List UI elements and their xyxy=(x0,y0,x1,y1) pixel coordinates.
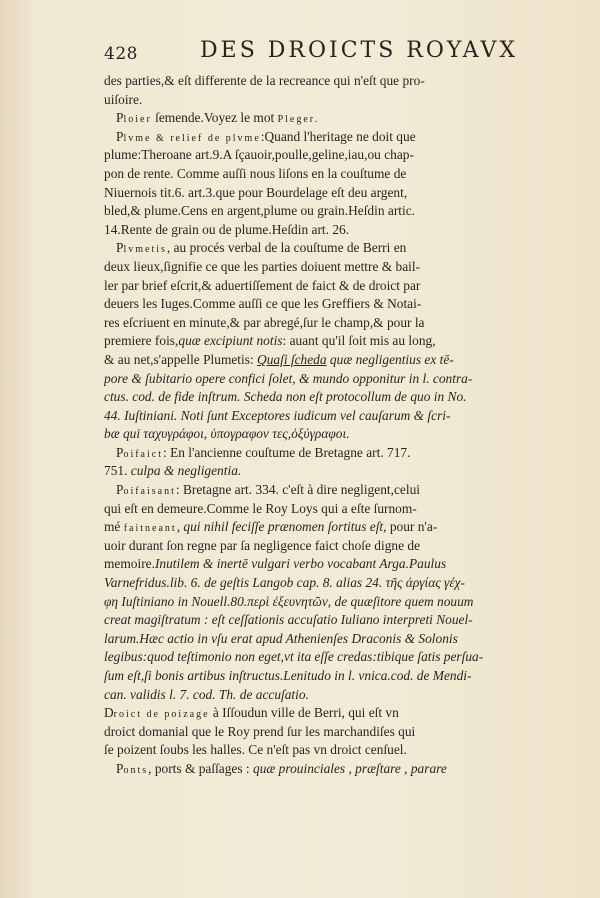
text-line xyxy=(104,91,530,110)
text-line xyxy=(104,555,530,574)
text-segment: φη Iuſtiniano in Nouell.80.περὶ ἐξευνητῶν, de quæſitore quem nouum xyxy=(104,593,474,609)
text-segment: Quaſi ſcheda xyxy=(257,351,327,367)
text-line xyxy=(104,630,530,649)
text-line xyxy=(104,109,530,128)
text-segment: 14.Rente de grain ou de plume.Heſdin art. 26. xyxy=(104,221,350,237)
text-line xyxy=(104,518,530,537)
text-segment: pon de rente. Comme auſſi nous liſons en la couſtume de xyxy=(104,165,407,181)
text-segment: plume:Theroane art.9.A ſçauoir,poulle,geline,iau,ou chap- xyxy=(104,147,414,163)
text-segment: P xyxy=(116,110,124,126)
text-segment: memoire. xyxy=(104,556,155,572)
text-line xyxy=(104,611,530,630)
text-segment: des parties,& eſt differente de la recreance qui n'eſt que pro- xyxy=(104,73,425,88)
text-segment: , ports & paſſages : xyxy=(148,760,254,776)
text-segment: , au procés verbal de la couſtume de Berri en xyxy=(166,240,407,256)
text-line xyxy=(104,314,530,333)
text-segment: à Iſſoudun ville de Berri, qui eſt vn xyxy=(209,705,399,721)
text-line xyxy=(104,574,530,593)
page-number: 428 xyxy=(104,44,138,64)
text-segment: :Quand l'heritage ne doit que xyxy=(260,128,416,144)
text-line xyxy=(104,648,530,667)
text-segment: larum.Hæc actio in vſu erat apud Athenienſes Draconis & Solonis xyxy=(104,630,458,646)
text-segment: qui nihil feciſſe prænomen ſortitus eſt xyxy=(183,519,384,535)
text-line xyxy=(104,667,530,686)
text-segment: & au net,s'appelle Plumetis: xyxy=(104,351,258,367)
text-segment: oifaisant xyxy=(123,486,176,498)
text-segment: res eſcriuent en minute,& par abregé,ſur le champ,& pour la xyxy=(104,314,425,330)
text-segment: Pleger. xyxy=(277,114,320,126)
text-segment: ſum eſt,ſi bonis artibus inſtructus.Lenitudo in l. vnica.cod. de Mendi- xyxy=(104,668,472,683)
text-line xyxy=(104,593,530,612)
text-segment: ſe poizent ſoubs les halles. Ce n'eſt pas vn droict cenſuel. xyxy=(104,742,407,758)
text-line xyxy=(104,165,530,184)
text-line xyxy=(104,481,530,500)
text-line xyxy=(104,425,530,444)
text-segment: droict domanial que le Roy prend ſur les marchandiſes qui xyxy=(104,723,416,739)
text-line xyxy=(104,258,530,277)
text-segment: uoir durant ſon regne par ſa negligence faict choſe digne de xyxy=(104,537,421,553)
text-segment: P xyxy=(116,128,124,144)
text-segment: ler par brief eſcrit,& aduertiſſement de faict & de droict par xyxy=(104,277,421,293)
text-segment: deux lieux,ſignifie ce que les parties doiuent mettre & bail- xyxy=(104,258,421,274)
text-segment: Varnefridus.lib. 6. de geſtis Langob cap. 8. alias 24. τῆς ἀργίας γέχ- xyxy=(104,575,465,591)
text-line xyxy=(104,128,530,147)
text-segment: Niuernois tit.6. art.3.que pour Bourdelage eſt deu argent, xyxy=(104,184,408,200)
text-line xyxy=(104,351,530,370)
text-line xyxy=(104,146,530,165)
text-segment: , xyxy=(176,519,184,535)
text-line xyxy=(104,295,530,314)
text-segment: quæ excipiunt notis xyxy=(178,333,283,349)
text-line xyxy=(104,407,530,426)
text-segment: D xyxy=(104,705,114,721)
text-segment: uiſoire. xyxy=(104,91,143,107)
text-line xyxy=(104,500,530,519)
text-segment: ſemende.Voyez le mot xyxy=(151,110,278,126)
text-line xyxy=(104,686,530,705)
text-line xyxy=(104,444,530,463)
text-segment: P xyxy=(116,760,124,776)
text-segment: pore & ſubitario opere confici ſolet, & mundo opponitur in l. contra- xyxy=(104,370,473,386)
text-segment: qui eſt en demeure.Comme le Roy Loys qui a eſte ſurnom- xyxy=(104,500,417,516)
text-segment: can. validis l. 7. cod. Th. de accuſatio. xyxy=(104,686,309,702)
text-segment: onts xyxy=(123,764,149,776)
text-line xyxy=(104,741,530,760)
text-segment: premiere fois, xyxy=(104,333,179,349)
text-segment: quæ prouinciales , præſtare , parare xyxy=(253,760,447,776)
text-segment: loier xyxy=(123,114,152,126)
text-segment: , pour n'a- xyxy=(383,519,438,535)
text-line xyxy=(104,723,530,742)
text-line xyxy=(104,184,530,203)
text-segment: : En l'ancienne couſtume de Bretagne art. 717. xyxy=(163,444,411,460)
text-segment: mé xyxy=(104,519,124,535)
text-segment: 751. xyxy=(104,463,131,479)
text-segment: culpa & negligentia. xyxy=(130,463,242,479)
text-segment: lvme & relief de plvme xyxy=(123,132,261,144)
text-segment: bled,& plume.Cens en argent,plume ou grain.Heſdin artic. xyxy=(104,203,416,219)
text-segment: deuers les Iuges.Comme auſſi ce que les Greffiers & Notai- xyxy=(104,296,422,312)
text-segment: ctus. cod. de fide inſtrum. Scheda non eſt protocollum de quo in No. xyxy=(104,389,467,405)
text-segment: : auant qu'il ſoit mis au long, xyxy=(282,333,436,349)
text-segment: 44. Iuſtiniani. Noti ſunt Exceptores iudicum vel cauſarum & ſcri- xyxy=(104,407,451,423)
text-segment: quæ negligentius ex tē- xyxy=(326,351,454,367)
running-title: DES DROICTS ROYAVX xyxy=(200,38,519,63)
page-body-text xyxy=(104,72,530,779)
text-segment: creat magiſtratum : eſt ceſſationis accuſatio Iuliano interpreti Nouel- xyxy=(104,612,473,628)
text-line xyxy=(104,72,530,91)
page-header xyxy=(104,38,540,68)
text-line xyxy=(104,221,530,240)
text-line xyxy=(104,760,530,779)
text-segment: faitneant xyxy=(123,523,177,535)
text-line xyxy=(104,332,530,351)
text-segment: : Bretagne art. 334. c'eſt à dire negligent,celui xyxy=(175,482,420,498)
text-line xyxy=(104,388,530,407)
text-segment: P xyxy=(116,240,124,256)
text-line xyxy=(104,370,530,389)
text-segment: P xyxy=(116,444,124,460)
text-line xyxy=(104,277,530,296)
text-line xyxy=(104,202,530,221)
text-segment: oifaict xyxy=(123,448,163,460)
text-line xyxy=(104,462,530,481)
text-segment: Inutilem & inertē vulgari verbo vocabant Arga.Paulus xyxy=(154,556,447,572)
text-segment: legibus:quod teſtimonio non eget,vt ita eſſe credas:tibique ſatis perſua- xyxy=(104,649,484,665)
text-line xyxy=(104,704,530,723)
text-segment: bæ qui ταχυγράφοι, ὑπογραφον τες,ὀξύγραφοι. xyxy=(104,426,350,442)
text-line xyxy=(104,537,530,556)
text-line xyxy=(104,239,530,258)
text-segment: roict de poizage xyxy=(113,709,210,721)
text-segment: lvmetis xyxy=(123,244,167,256)
text-segment: P xyxy=(116,482,124,498)
